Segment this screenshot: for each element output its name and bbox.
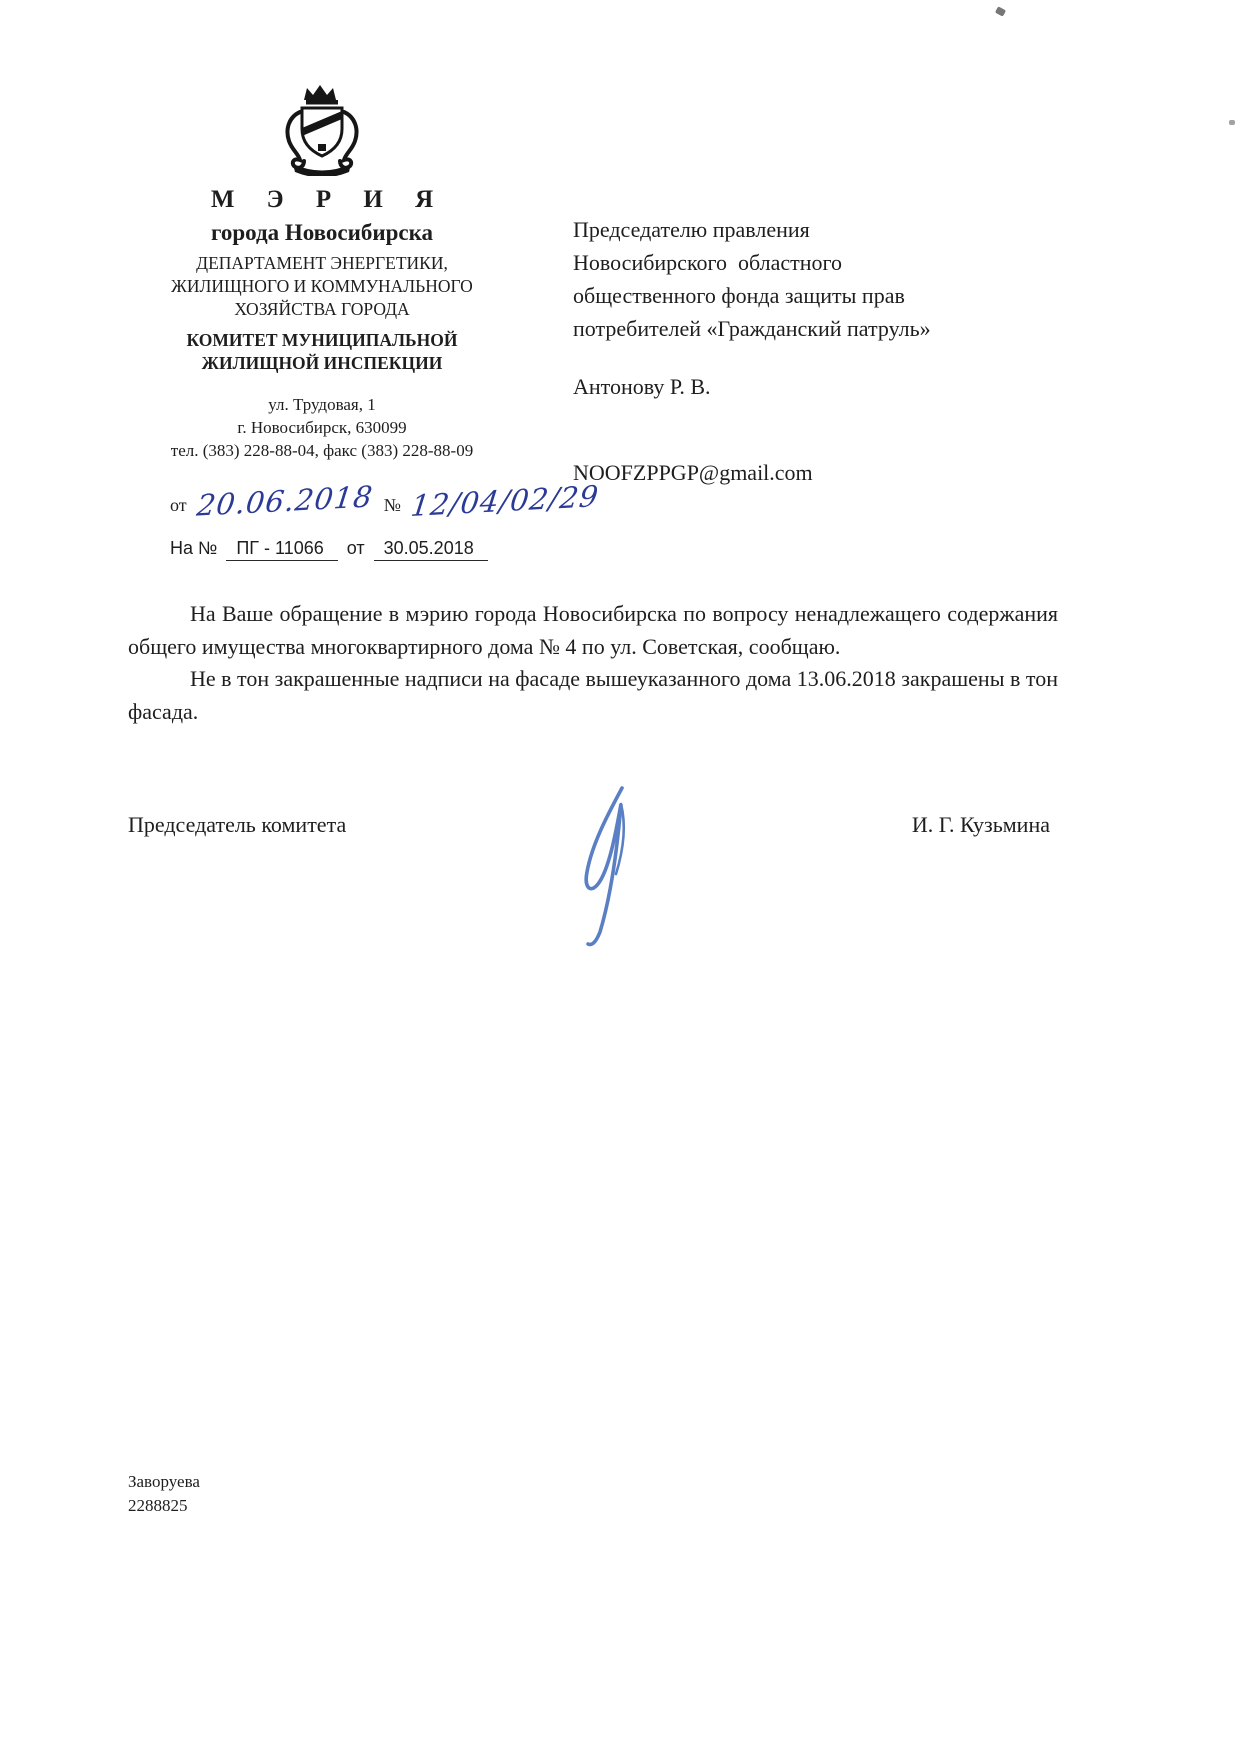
committee-block (112, 329, 532, 375)
scan-artifact (995, 6, 1006, 16)
address-line: тел. (383) 228-88-04, факс (383) 228-88-09 (170, 441, 474, 460)
handwritten-date: 20.06.2018 (195, 479, 376, 523)
ref-date: 30.05.2018 (374, 538, 488, 561)
department-line: ХОЗЯЙСТВА ГОРОДА (234, 299, 410, 319)
number-label: № (383, 495, 401, 515)
recipient-line: потребителей «Гражданский патруль» (573, 316, 931, 341)
executor-name: Заворуева (128, 1472, 200, 1491)
ref-label: На № (170, 538, 218, 558)
signer-name: И. Г. Кузьмина (911, 812, 1050, 837)
outgoing-date-line (112, 478, 602, 528)
address-block (112, 393, 532, 462)
scan-artifact (1229, 120, 1235, 125)
body-paragraph: Не в тон закрашенные надписи на фасаде вышеуказанного дома 13.06.2018 закрашены в тон фасада. (128, 666, 1058, 724)
ref-date-label: от (346, 538, 365, 558)
address-line: г. Новосибирск, 630099 (237, 418, 407, 437)
ref-number: ПГ - 11066 (226, 538, 337, 561)
recipient-line: Председателю правления (573, 217, 810, 242)
department-block (112, 252, 532, 321)
reference-line (112, 538, 532, 561)
org-subtitle: города Новосибирска (210, 220, 434, 245)
department-line: ЖИЛИЩНОГО И КОММУНАЛЬНОГО (171, 276, 473, 296)
handwritten-signature-icon (552, 782, 662, 957)
address-line: ул. Трудовая, 1 (268, 395, 376, 414)
letter-body (128, 598, 1058, 728)
recipient-name: Антонову Р. В. (573, 374, 711, 399)
committee-line: КОМИТЕТ МУНИЦИПАЛЬНОЙ (186, 330, 458, 350)
handwritten-number: 12/04/02/29 (409, 478, 602, 524)
coat-of-arms-icon (274, 82, 370, 176)
recipient-block (573, 213, 1043, 489)
department-line: ДЕПАРТАМЕНТ ЭНЕРГЕТИКИ, (196, 253, 448, 273)
org-title: М Э Р И Я (210, 186, 447, 213)
executor-block (128, 1470, 200, 1518)
body-paragraph: На Ваше обращение в мэрию города Новосибирска по вопросу ненадлежащего содержания общего имущества многоквартирного дома № 4 по ул. Советская, сообщаю. (128, 601, 1058, 659)
letterhead (112, 82, 602, 561)
recipient-email: NOOFZPPGP@gmail.com (573, 460, 813, 485)
recipient-line: Новосибирского областного (573, 250, 843, 275)
signer-position-title: Председатель комитета (128, 812, 347, 837)
executor-phone: 2288825 (128, 1496, 188, 1515)
committee-line: ЖИЛИЩНОЙ ИНСПЕКЦИИ (201, 353, 443, 373)
date-label: от (170, 495, 187, 515)
recipient-line: общественного фонда защиты прав (573, 283, 905, 308)
